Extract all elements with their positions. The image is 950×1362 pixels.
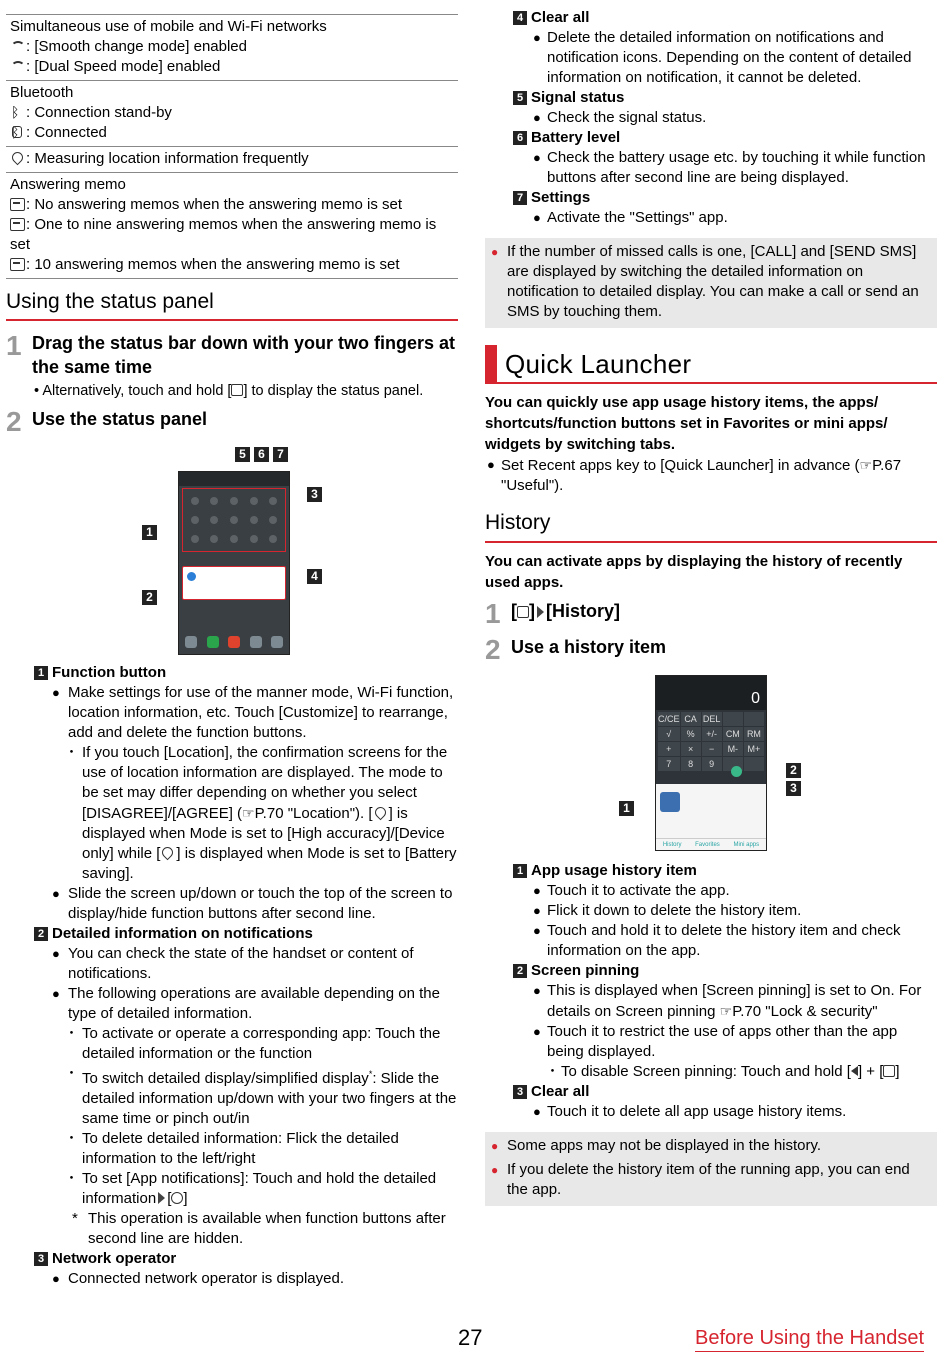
history-tray xyxy=(656,784,766,850)
item-4: 4 Clear all ● Delete the detailed information on notifications and notification icons. Depending on the content of detailed information on notification, it cannot be deleted. xyxy=(485,8,937,88)
status-row-wifi: Simultaneous use of mobile and Wi-Fi networks : [Smooth change mode] enabled : [Dual Speed mode] enabled xyxy=(6,15,458,81)
history-step-1: 1 [ ] [History] xyxy=(485,598,621,629)
right-column xyxy=(485,8,937,1206)
item-6: 6 Battery level ● Check the battery usage etc. by touching it while function buttons after second line are being displayed. xyxy=(485,128,937,188)
app-history-item xyxy=(660,792,680,812)
callout-6: 6 xyxy=(254,447,269,462)
recent-apps-key-icon xyxy=(517,606,529,618)
callout-1: 1 xyxy=(619,801,634,816)
step-number: 1 xyxy=(6,330,22,361)
calculator-keys: C/CE CA DEL √ % +/- CM RM + × − M- M+ 7 8 9 xyxy=(656,710,766,773)
pointer-ref-icon: ☞ xyxy=(242,805,255,821)
history-item-2: 2 Screen pinning ● This is displayed when [Screen pinning] is set to On. For details on Screen pinning ☞P.70 "Lock & security" ● Touch it to restrict the use of apps other than the app being displayed. ・ To disable Screen pinning: Touch and hold [ ] + [ ] xyxy=(485,961,937,1082)
page-number: 27 xyxy=(458,1325,483,1350)
step-title: Use the status panel xyxy=(32,409,208,429)
callout-7: 7 xyxy=(273,447,288,462)
wifi-dual-icon xyxy=(10,59,24,73)
back-key-icon xyxy=(851,1066,858,1076)
home-dock xyxy=(185,636,283,650)
step-title: Drag the status bar down with your two fingers at the same time xyxy=(32,333,456,377)
item-3: 3 Network operator ● Connected network operator is displayed. xyxy=(6,1249,458,1289)
info-box-missed-calls: ● If the number of missed calls is one, [CALL] and [SEND SMS] are displayed by switching the detailed information on notification to detailed display. You can make a call or send an SMS by touching them. xyxy=(485,238,937,328)
pointer-ref-icon: ☞ xyxy=(719,1003,733,1019)
pointer-ref-icon: ☞ xyxy=(859,457,873,473)
section-title-history: History xyxy=(485,510,937,543)
history-item-3: 3 Clear all ● Touch it to delete all app usage history items. xyxy=(485,1082,937,1122)
callout-3: 3 xyxy=(307,487,322,502)
left-column xyxy=(6,0,458,1289)
step-2 xyxy=(6,407,458,437)
screen-pinning-icon xyxy=(731,766,742,777)
memo-some-icon xyxy=(10,217,24,231)
callout-4: 4 xyxy=(307,569,322,584)
bluetooth-connected-icon xyxy=(10,125,24,139)
memo-none-icon xyxy=(10,197,24,211)
history-lead: You can activate apps by displaying the history of recently used apps. xyxy=(485,553,903,591)
recent-apps-key-icon xyxy=(883,1065,895,1077)
item-2: 2 Detailed information on notifications ● You can check the state of the handset or content of notifications. ● The following operations are available depending on the type of detailed information. ・ To activate or operate a corresponding app: Touch the detailed information or the function ・ To switch detailed display/simplified display*: Slide the detailed information up/down with your two fingers at the same time or pinch out/in ・ To delete detailed information: Flick the detailed information to the left/right ・ To set [App notifications]: Touch and hold the detailed information [ ] * This operation is available when function buttons after second line are hidden. xyxy=(6,924,458,1249)
memo-ten-icon xyxy=(10,257,24,271)
history-step-2: 2 Use a history item xyxy=(485,634,667,665)
phone-screen xyxy=(178,471,290,655)
history-screenshot xyxy=(485,675,937,853)
notification-card xyxy=(182,566,286,600)
callout-2: 2 xyxy=(786,763,801,778)
callout-2: 2 xyxy=(142,590,157,605)
location-pin-icon xyxy=(10,151,24,165)
callout-5: 5 xyxy=(235,447,250,462)
location-high-icon xyxy=(373,806,387,820)
status-row-bluetooth: Bluetooth ᛒ: Connection stand-by ᛒ: Connected xyxy=(6,81,458,147)
callout-3: 3 xyxy=(786,781,801,796)
calculator-screen: 0 C/CE CA DEL √ % +/- CM RM + × − M- M+ 7 8 9 History Favorites Mini apps xyxy=(655,675,767,851)
bluetooth-standby-icon xyxy=(10,105,24,119)
recent-apps-key-icon xyxy=(231,384,243,396)
history-item-1: 1 App usage history item ● Touch it to activate the app. ● Flick it down to delete the history item. ● Touch and hold it to delete the history item and check information on the app. xyxy=(485,861,937,961)
callout-1: 1 xyxy=(142,525,157,540)
item-5: 5 Signal status ● Check the signal status. xyxy=(485,88,937,128)
section-title-status-panel: Using the status panel xyxy=(6,279,458,321)
location-battery-icon xyxy=(160,846,174,860)
quick-launcher-lead: You can quickly use app usage history items, the apps/ shortcuts/function buttons set in Favorites or mini apps/ widgets by switching tabs. xyxy=(485,394,888,453)
status-line: Simultaneous use of mobile and Wi-Fi networks xyxy=(10,18,327,35)
chapter-link[interactable]: Before Using the Handset xyxy=(695,1325,924,1352)
info-icon xyxy=(171,1192,183,1204)
wifi-smooth-icon xyxy=(10,39,24,53)
step-1 xyxy=(6,331,458,379)
function-buttons xyxy=(182,488,286,552)
status-row-location: : Measuring location information frequently xyxy=(6,147,458,173)
status-bar xyxy=(179,472,289,486)
launcher-tabs: History Favorites Mini apps xyxy=(656,838,766,850)
status-panel-screenshot xyxy=(6,445,458,657)
step-number: 2 xyxy=(6,406,22,437)
item-1: 1 Function button ● Make settings for use of the manner mode, Wi-Fi function, location information, etc. Touch [Customize] to rearrange, add and delete the function buttons. ・ If you touch [Location], the confirmation screens for the use of location information are displayed. The mode to be set may differ depending on whether you select [DISAGREE]/[AGREE] (☞P.70 "Location"). [ ] is displayed when Mode is set to [High accuracy]/[Device only] while [ ] is displayed when Mode is set to [Battery saving]. ● Slide the screen up/down or touch the top of the screen to display/hide function buttons after second line. xyxy=(6,663,458,924)
step-1-note: • Alternatively, touch and hold [ ] to display the status panel. xyxy=(34,383,424,399)
arrow-icon xyxy=(537,606,544,618)
info-box-history: ● Some apps may not be displayed in the history. ● If you delete the history item of the running app, you can end the app. xyxy=(485,1132,937,1206)
arrow-icon xyxy=(158,1192,165,1204)
quick-launcher-bullet: ● Set Recent apps key to [Quick Launcher] in advance (☞P.67 "Useful"). xyxy=(485,455,937,496)
item-7: 7 Settings ● Activate the "Settings" app. xyxy=(485,188,937,228)
section-title-quick-launcher: Quick Launcher xyxy=(485,346,937,384)
status-icon-table xyxy=(6,14,458,279)
status-row-memo: Answering memo : No answering memos when the answering memo is set : One to nine answering memos when the answering memo is set : 10 answering memos when the answering memo is set xyxy=(6,173,458,279)
